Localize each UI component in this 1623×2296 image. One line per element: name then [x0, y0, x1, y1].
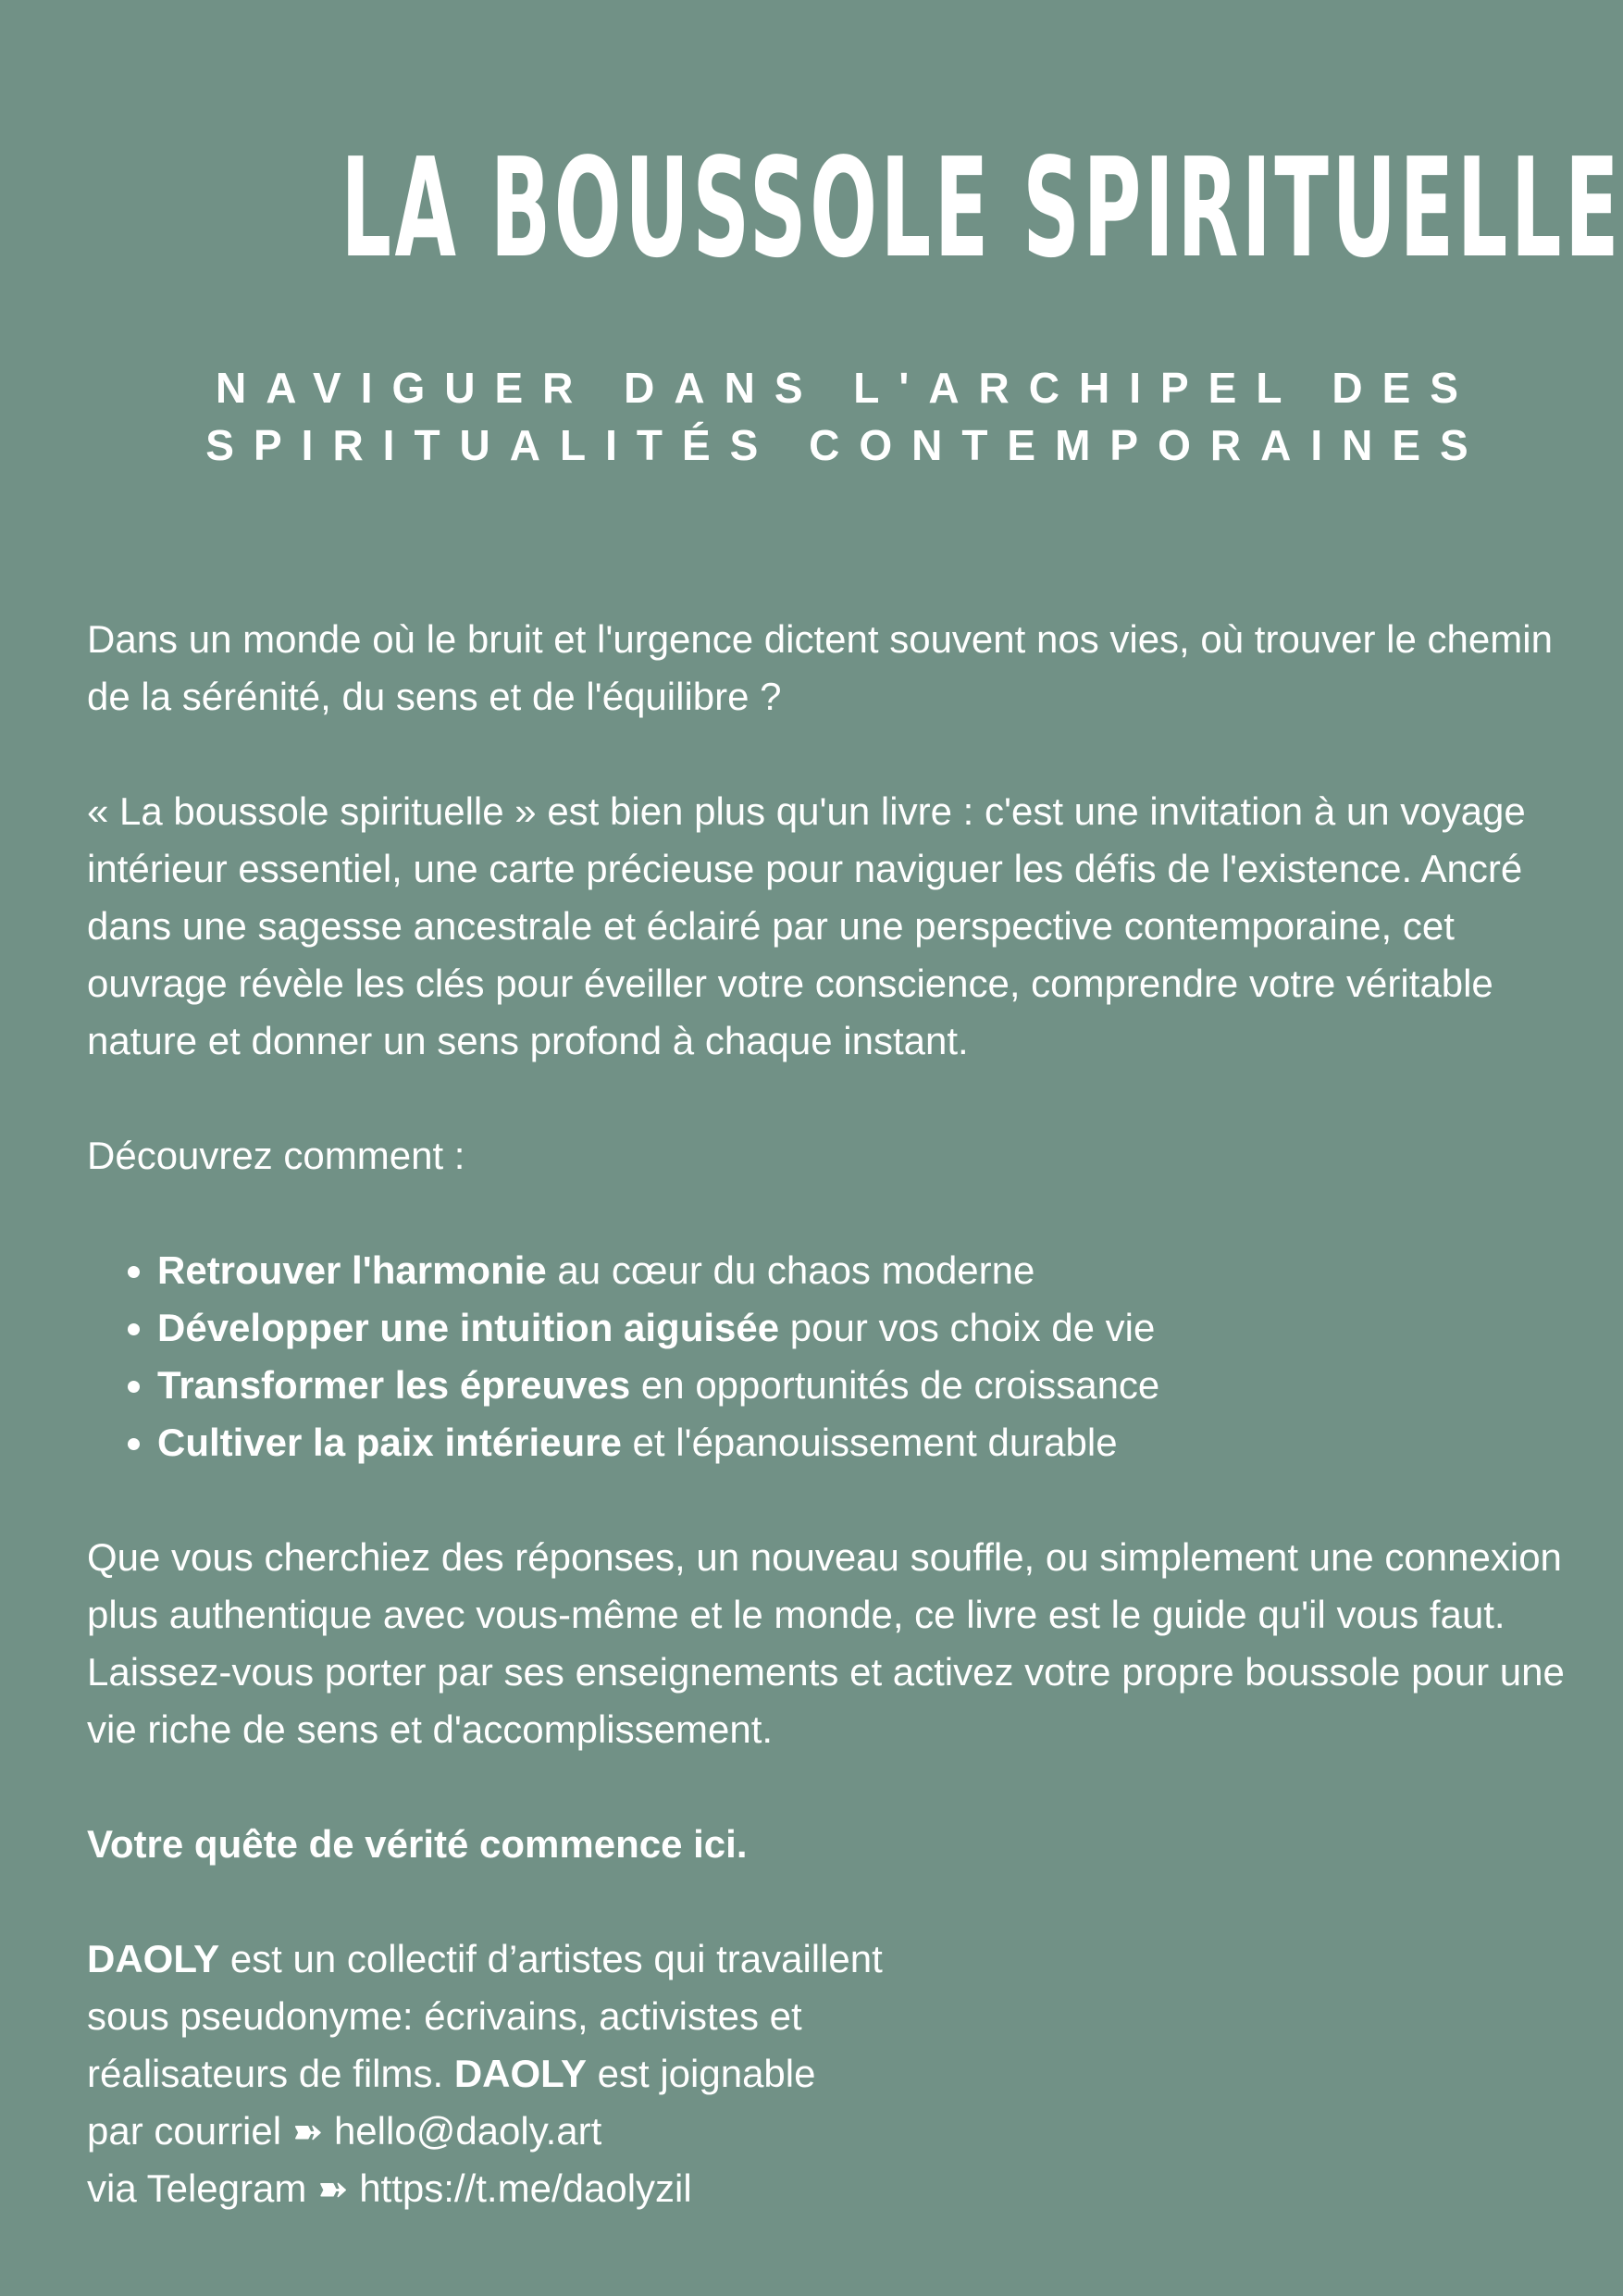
telegram-line: [87, 2160, 1586, 2217]
closing-paragraph: Que vous cherchiez des réponses, un nouveau souffle, ou simplement une connexion plus authentique avec vous-même et le monde, ce livre est le guide qu'il vous faut. Laissez-vous porter par ses enseignements et activez votre propre boussole pour une vie riche de sens et d'accomplissement.: [87, 1535, 1565, 1751]
list-item-bold: Développer une intuition aiguisée: [157, 1306, 780, 1349]
subtitle: [139, 359, 1555, 474]
list-item: [157, 1357, 1586, 1414]
brand-name: DAOLY: [87, 1937, 220, 1980]
list-item-text: en opportunités de croissance: [630, 1363, 1160, 1407]
description-paragraph: « La boussole spirituelle » est bien plus qu'un livre : c'est une invitation à un voyage intérieur essentiel, une carte précieuse pour naviguer les défis de l'existence. Ancré dans une sagesse ancestrale et éclairé par une perspective contemporaine, cet ouvrage révèle les clés pour éveiller votre conscience, comprendre votre véritable nature et donner un sens profond à chaque instant.: [87, 789, 1526, 1062]
list-item: [157, 1299, 1586, 1357]
telegram-link[interactable]: https://t.me/daolyzil: [359, 2166, 692, 2210]
double-arrow-right-icon: ➽: [317, 2169, 349, 2210]
double-arrow-right-icon: ➽: [291, 2112, 324, 2153]
list-item-text: pour vos choix de vie: [779, 1306, 1156, 1349]
list-item-bold: Cultiver la paix intérieure: [157, 1421, 622, 1464]
page-title: LA BOUSSOLE SPIRITUELLE: [341, 129, 1623, 288]
list-item: [157, 1242, 1586, 1299]
about-line-1: [87, 1930, 1586, 1988]
subtitle-line-1: NAVIGUER DANS L'ARCHIPEL DES: [216, 364, 1478, 412]
about-line-3-start: réalisateurs de films.: [87, 2052, 454, 2095]
subtitle-line-2: SPIRITUALITÉS CONTEMPORAINES: [205, 421, 1488, 469]
about-line-3-rest: est joignable: [586, 2052, 816, 2095]
email-link[interactable]: hello@daoly.art: [333, 2109, 602, 2153]
body-text: [87, 611, 1586, 2217]
list-item-text: et l'épanouissement durable: [621, 1421, 1118, 1464]
about-section: [87, 1930, 1586, 2217]
benefits-list: [87, 1242, 1586, 1471]
tagline: [87, 1816, 1586, 1873]
email-label: par courriel: [87, 2109, 292, 2153]
discover-label: Découvrez comment :: [87, 1134, 465, 1177]
intro-paragraph: Dans un monde où le bruit et l'urgence dictent souvent nos vies, où trouver le chemin de la sérénité, du sens et de l'équilibre ?: [87, 617, 1553, 718]
list-item: [157, 1414, 1586, 1471]
telegram-label: via Telegram: [87, 2166, 318, 2210]
email-line: [87, 2103, 1586, 2160]
brand-name: DAOLY: [453, 2052, 587, 2095]
list-item-bold: Transformer les épreuves: [157, 1363, 631, 1407]
about-line-1-text: est un collectif d’artistes qui travaillent: [219, 1937, 883, 1980]
about-line-3: [87, 2045, 1586, 2103]
list-item-bold: Retrouver l'harmonie: [157, 1248, 547, 1292]
tagline-text: Votre quête de vérité commence ici.: [87, 1822, 748, 1866]
list-item-text: au cœur du chaos moderne: [546, 1248, 1035, 1292]
about-line-2: sous pseudonyme: écrivains, activistes et: [87, 1994, 802, 2038]
